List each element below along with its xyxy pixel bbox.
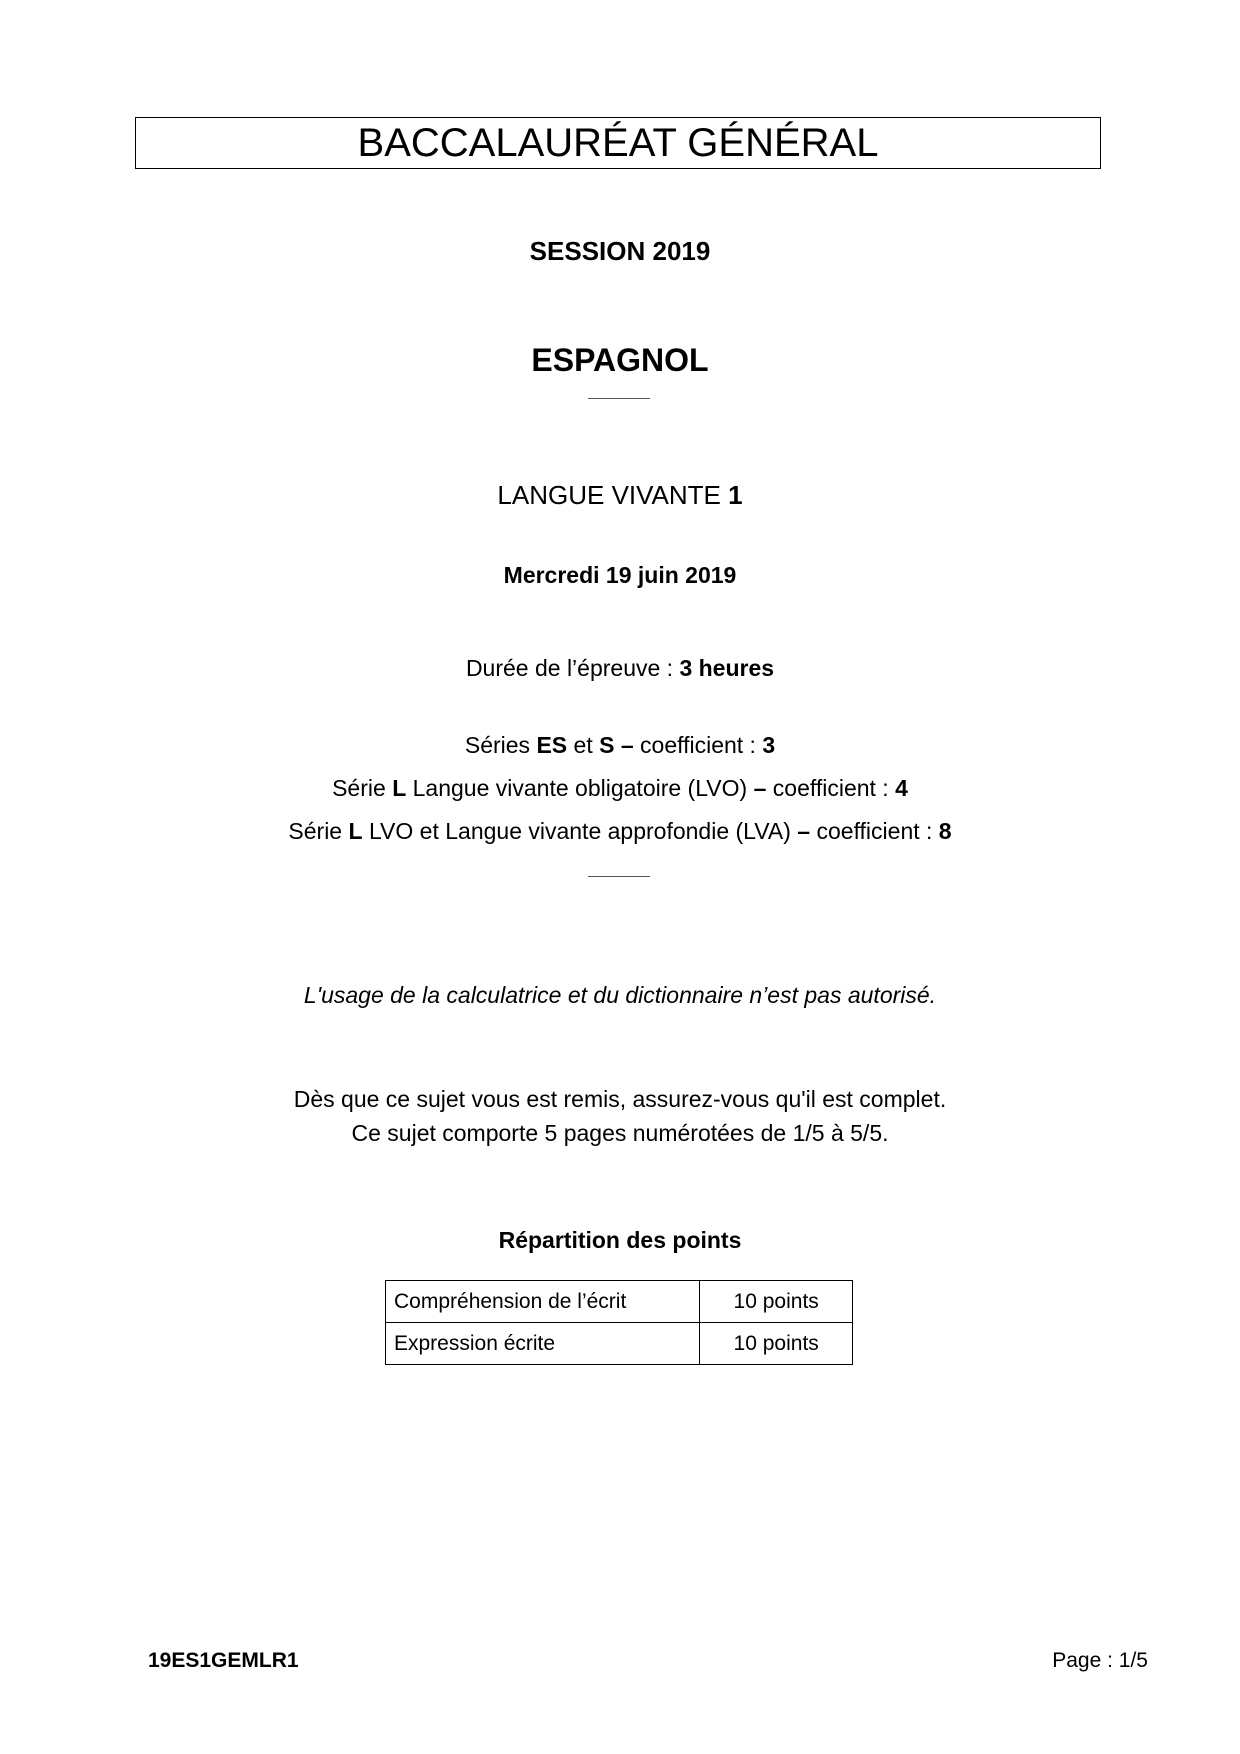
page-count-notice: Ce sujet comporte 5 pages numérotées de 1/5 à 5/5. [351,1120,889,1146]
series-bold: L [348,818,363,844]
table-row [386,1281,853,1323]
series-l-lvo-coefficient [0,775,1240,802]
series-text: LVO et Langue vivante approfondie (LVA) [362,818,798,844]
subject-heading: ESPAGNOL [531,342,709,378]
exam-title-box [135,117,1101,169]
series-es-s-coefficient [0,732,1240,759]
series-coefficient-value: 3 [762,732,776,758]
completeness-notice: Dès que ce sujet vous est remis, assurez-vous qu'il est complet. [293,1086,947,1112]
points-row-label: Expression écrite [386,1323,700,1365]
series-bold: – [620,732,634,758]
langue-label: LANGUE VIVANTE [497,480,729,510]
series-text: coefficient : [633,732,763,758]
points-heading: Répartition des points [498,1227,742,1253]
points-table [385,1280,853,1365]
table-row [386,1323,853,1365]
series-text: et [567,732,600,758]
duration-label: Durée de l’épreuve : [465,655,680,681]
series-coefficient-value: 4 [895,775,908,801]
series-bold: – [753,775,767,801]
series-l-lva-coefficient [0,818,1240,845]
series-divider [588,876,650,877]
points-row-label: Compréhension de l’écrit [386,1281,700,1323]
series-text: Séries [464,732,537,758]
duration-value: 3 heures [679,655,775,681]
series-coefficient-value: 8 [938,818,952,844]
exam-duration [0,655,1240,682]
exam-date: Mercredi 19 juin 2019 [503,562,737,588]
calculator-dictionary-notice: L'usage de la calculatrice et du dictionnaire n’est pas autorisé. [303,982,937,1008]
series-text: Série [288,818,349,844]
points-row-value: 10 points [700,1281,853,1323]
series-bold: ES [536,732,568,758]
points-row-value: 10 points [700,1323,853,1365]
series-bold: S [599,732,615,758]
subject-divider [588,398,650,399]
series-text: coefficient : [766,775,896,801]
langue-vivante-line [0,480,1240,511]
session-heading: SESSION 2019 [529,236,711,266]
langue-number: 1 [728,480,743,510]
exam-title: BACCALAURÉAT GÉNÉRAL [357,120,879,165]
series-bold: L [392,775,407,801]
series-bold: – [797,818,811,844]
series-text: Langue vivante obligatoire (LVO) [406,775,754,801]
page-number: Page : 1/5 [1052,1649,1148,1672]
document-code: 19ES1GEMLR1 [148,1649,299,1672]
series-text: Série [332,775,393,801]
series-text: coefficient : [810,818,939,844]
